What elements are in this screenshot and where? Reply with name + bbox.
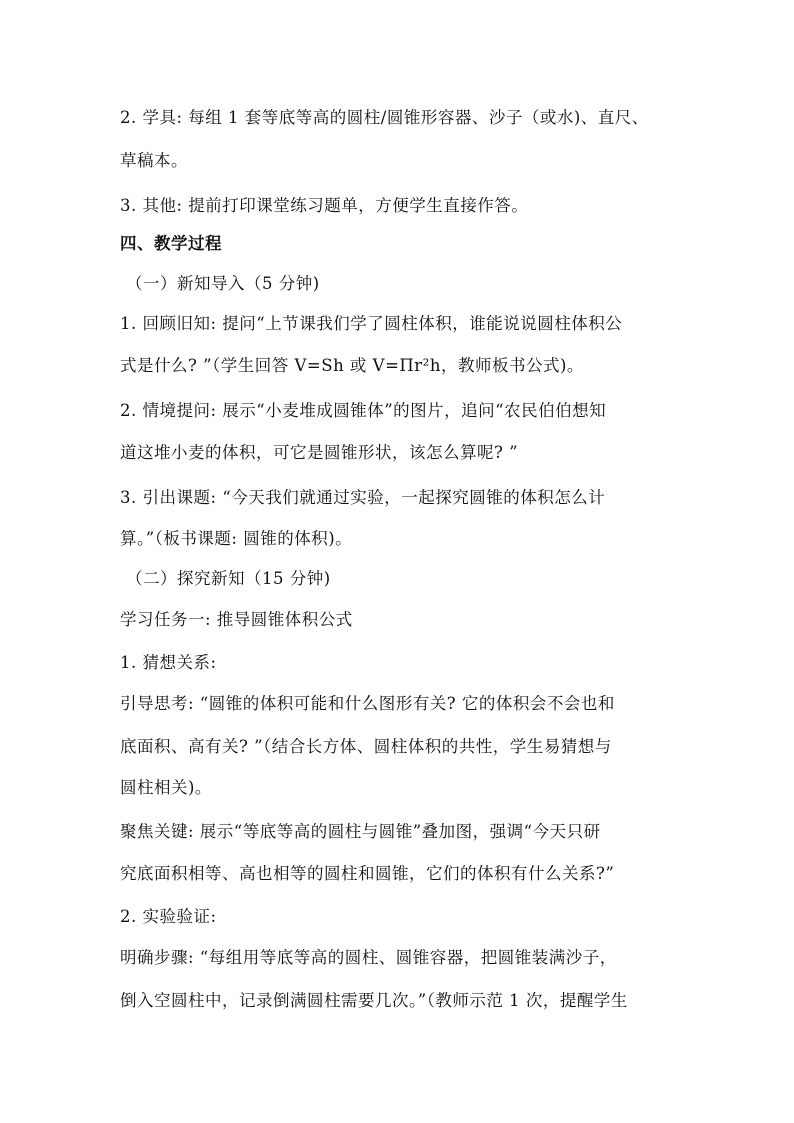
line-tools-continued: 草稿本。 (120, 151, 188, 170)
line-situation-continued: 道这堆小麦的体积，可它是圆锥形状，该怎么算呢? ” (120, 443, 519, 462)
line-guide-thinking-end: 圆柱相关)。 (120, 778, 212, 797)
section-heading-teaching-process: 四、教学过程 (120, 234, 222, 253)
line-tools: 2. 学具: 每组 1 套等底等高的圆柱/圆锥形容器、沙子（或水)、直尺、 (120, 108, 649, 127)
line-experiment: 2. 实验验证: (120, 907, 217, 926)
line-review-continued: 式是什么? ”（学生回答 V=Sh 或 V=Πr²h，教师板书公式)。 (120, 356, 584, 375)
line-focus: 聚焦关键: 展示“等底等高的圆柱与圆锥”叠加图，强调“今天只研 (120, 822, 601, 841)
line-review: 1. 回顾旧知: 提问“上节课我们学了圆柱体积，谁能说说圆柱体积公 (120, 314, 623, 333)
line-steps-continued: 倒入空圆柱中，记录倒满圆柱需要几次。”（教师示范 1 次，提醒学生 (120, 991, 628, 1010)
line-task-one: 学习任务一: 推导圆锥体积公式 (120, 610, 353, 629)
subsection-heading-explore: （二）探究新知（15 分钟) (126, 569, 331, 588)
line-other: 3. 其他: 提前打印课堂练习题单，方便学生直接作答。 (120, 196, 529, 215)
line-topic: 3. 引出课题: “今天我们就通过实验，一起探究圆锥的体积怎么计 (120, 488, 606, 507)
line-situation: 2. 情境提问: 展示“小麦堆成圆锥体”的图片，追问“农民伯伯想知 (120, 401, 607, 420)
line-topic-continued: 算。”（板书课题: 圆锥的体积)。 (120, 529, 353, 548)
line-guide-thinking: 引导思考: “圆锥的体积可能和什么图形有关? 它的体积会不会也和 (120, 694, 615, 713)
line-focus-continued: 究底面积相等、高也相等的圆柱和圆锥，它们的体积有什么关系?” (120, 864, 615, 883)
line-guess: 1. 猜想关系: (120, 653, 217, 672)
line-guide-thinking-continued: 底面积、高有关? ”（结合长方体、圆柱体积的共性，学生易猜想与 (120, 737, 612, 756)
line-steps: 明确步骤: “每组用等底等高的圆柱、圆锥容器，把圆锥装满沙子， (120, 948, 617, 967)
subsection-heading-intro: （一）新知导入（5 分钟) (126, 274, 320, 293)
